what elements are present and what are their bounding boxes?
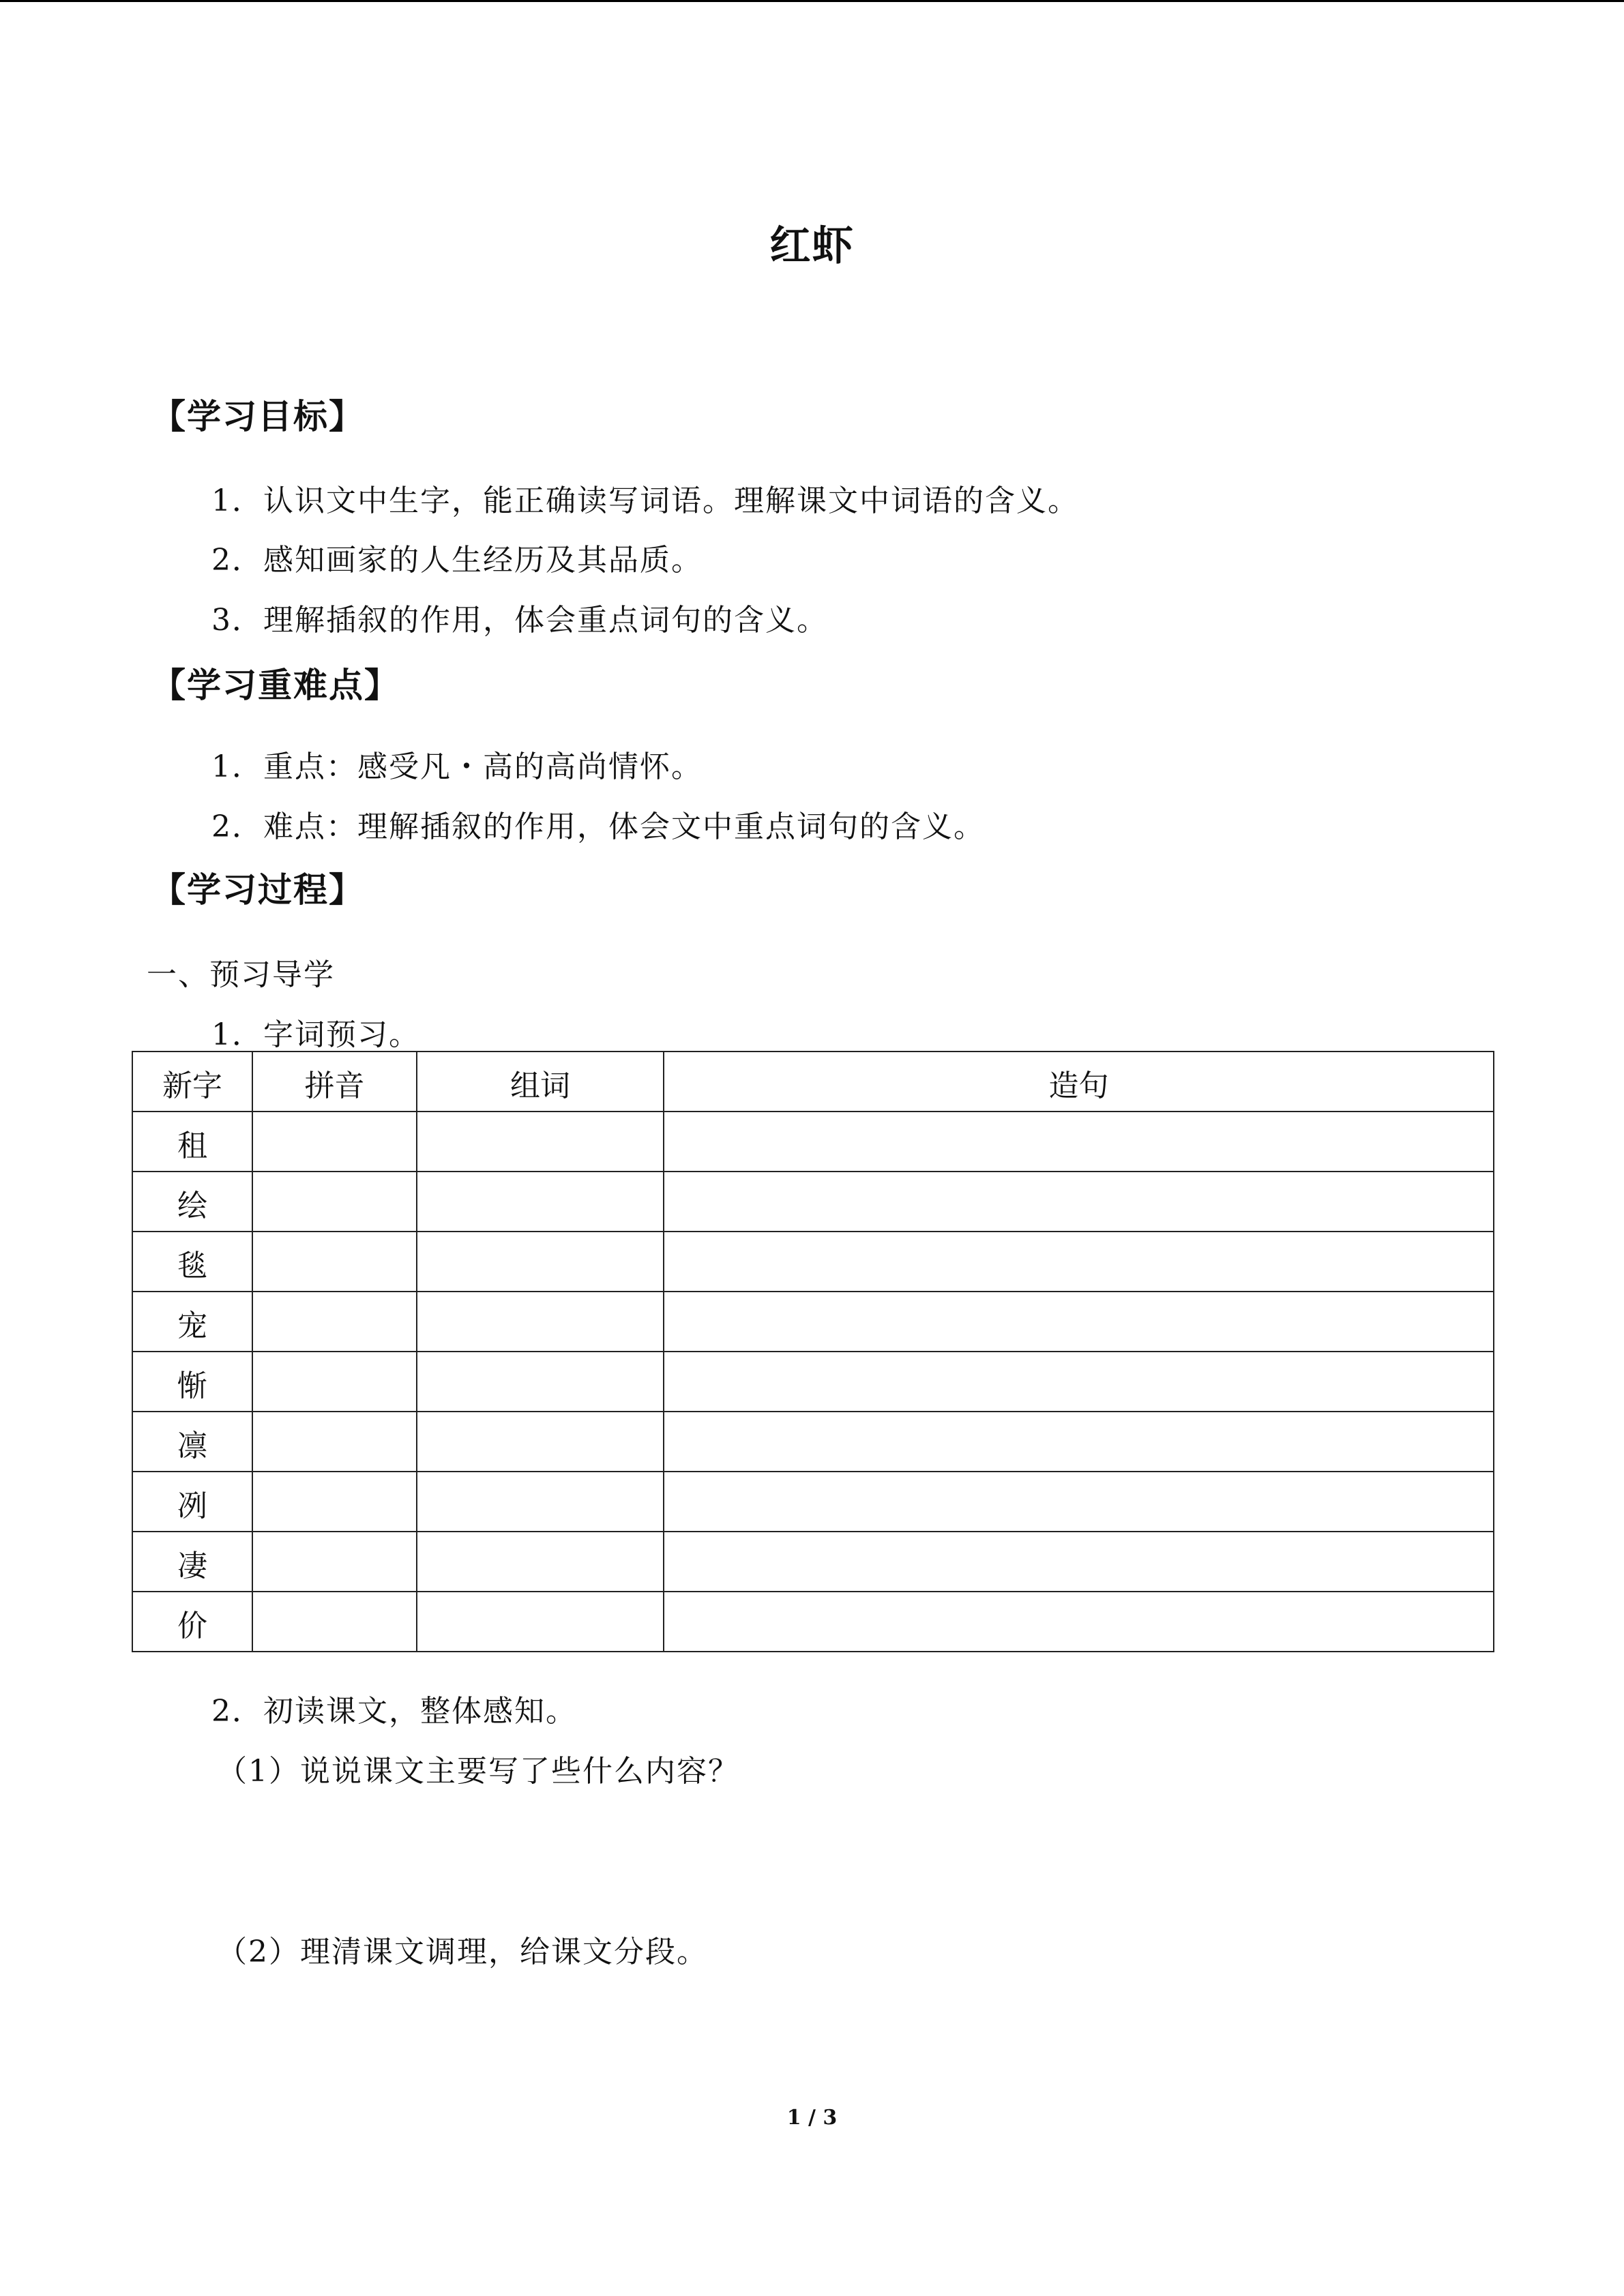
table-row <box>132 1172 1494 1232</box>
pinyin-cell <box>252 1532 417 1592</box>
pinyin-cell <box>252 1232 417 1292</box>
pinyin-cell <box>252 1352 417 1412</box>
word-cell <box>417 1112 664 1172</box>
question-2: （2）理清课文调理，给课文分段。 <box>217 1935 708 1969</box>
key-point-item-2: 2．难点：理解插叙的作用，体会文中重点词句的含义。 <box>211 809 985 844</box>
table-row <box>132 1412 1494 1472</box>
objective-item-3: 3．理解插叙的作用，体会重点词句的含义。 <box>211 603 828 638</box>
section-preview-guide: 一、预习导学 <box>147 957 335 992</box>
sentence-cell <box>664 1112 1494 1172</box>
sentence-cell <box>664 1592 1494 1652</box>
pinyin-cell <box>252 1172 417 1232</box>
sentence-cell <box>664 1292 1494 1352</box>
char-cell: 冽 <box>132 1472 252 1532</box>
pinyin-cell <box>252 1412 417 1472</box>
table-row <box>132 1352 1494 1412</box>
sentence-cell <box>664 1352 1494 1412</box>
word-cell <box>417 1352 664 1412</box>
table-row <box>132 1592 1494 1652</box>
char-cell: 绘 <box>132 1172 252 1232</box>
step-first-reading: 2．初读课文，整体感知。 <box>211 1694 577 1729</box>
table-row <box>132 1472 1494 1532</box>
char-cell: 宠 <box>132 1292 252 1352</box>
char-cell: 毯 <box>132 1232 252 1292</box>
header-new-char: 新字 <box>132 1052 252 1112</box>
step-vocab-preview: 1．字词预习。 <box>211 1017 420 1052</box>
pinyin-cell <box>252 1292 417 1352</box>
table-row <box>132 1292 1494 1352</box>
char-cell: 价 <box>132 1592 252 1652</box>
header-word: 组词 <box>417 1052 664 1112</box>
char-cell: 凛 <box>132 1412 252 1472</box>
pinyin-cell <box>252 1592 417 1652</box>
sentence-cell <box>664 1172 1494 1232</box>
header-pinyin: 拼音 <box>252 1052 417 1112</box>
key-point-item-1: 1．重点：感受凡・高的高尚情怀。 <box>211 749 703 784</box>
char-cell: 租 <box>132 1112 252 1172</box>
word-cell <box>417 1472 664 1532</box>
table-row <box>132 1112 1494 1172</box>
pinyin-cell <box>252 1472 417 1532</box>
char-cell: 凄 <box>132 1532 252 1592</box>
page-title: 红虾 <box>769 222 855 270</box>
objectives-heading: 【学习目标】 <box>151 397 364 436</box>
objective-item-1: 1．认识文中生字，能正确读写词语。理解课文中词语的含义。 <box>211 483 1079 518</box>
table-row <box>132 1232 1494 1292</box>
word-cell <box>417 1292 664 1352</box>
header-sentence: 造句 <box>664 1052 1494 1112</box>
word-cell <box>417 1532 664 1592</box>
key-points-heading: 【学习重难点】 <box>151 666 400 705</box>
word-cell <box>417 1592 664 1652</box>
page-number: 1 / 3 <box>786 2106 838 2130</box>
pinyin-cell <box>252 1112 417 1172</box>
word-cell <box>417 1232 664 1292</box>
sentence-cell <box>664 1532 1494 1592</box>
sentence-cell <box>664 1232 1494 1292</box>
question-1: （1）说说课文主要写了些什么内容？ <box>217 1754 739 1789</box>
word-cell <box>417 1172 664 1232</box>
sentence-cell <box>664 1412 1494 1472</box>
char-cell: 惭 <box>132 1352 252 1412</box>
vocab-table <box>132 1051 1494 1652</box>
sentence-cell <box>664 1472 1494 1532</box>
table-row <box>132 1532 1494 1592</box>
process-heading: 【学习过程】 <box>151 870 364 910</box>
vocab-table-header-row <box>132 1052 1494 1112</box>
word-cell <box>417 1412 664 1472</box>
objective-item-2: 2．感知画家的人生经历及其品质。 <box>211 543 703 578</box>
